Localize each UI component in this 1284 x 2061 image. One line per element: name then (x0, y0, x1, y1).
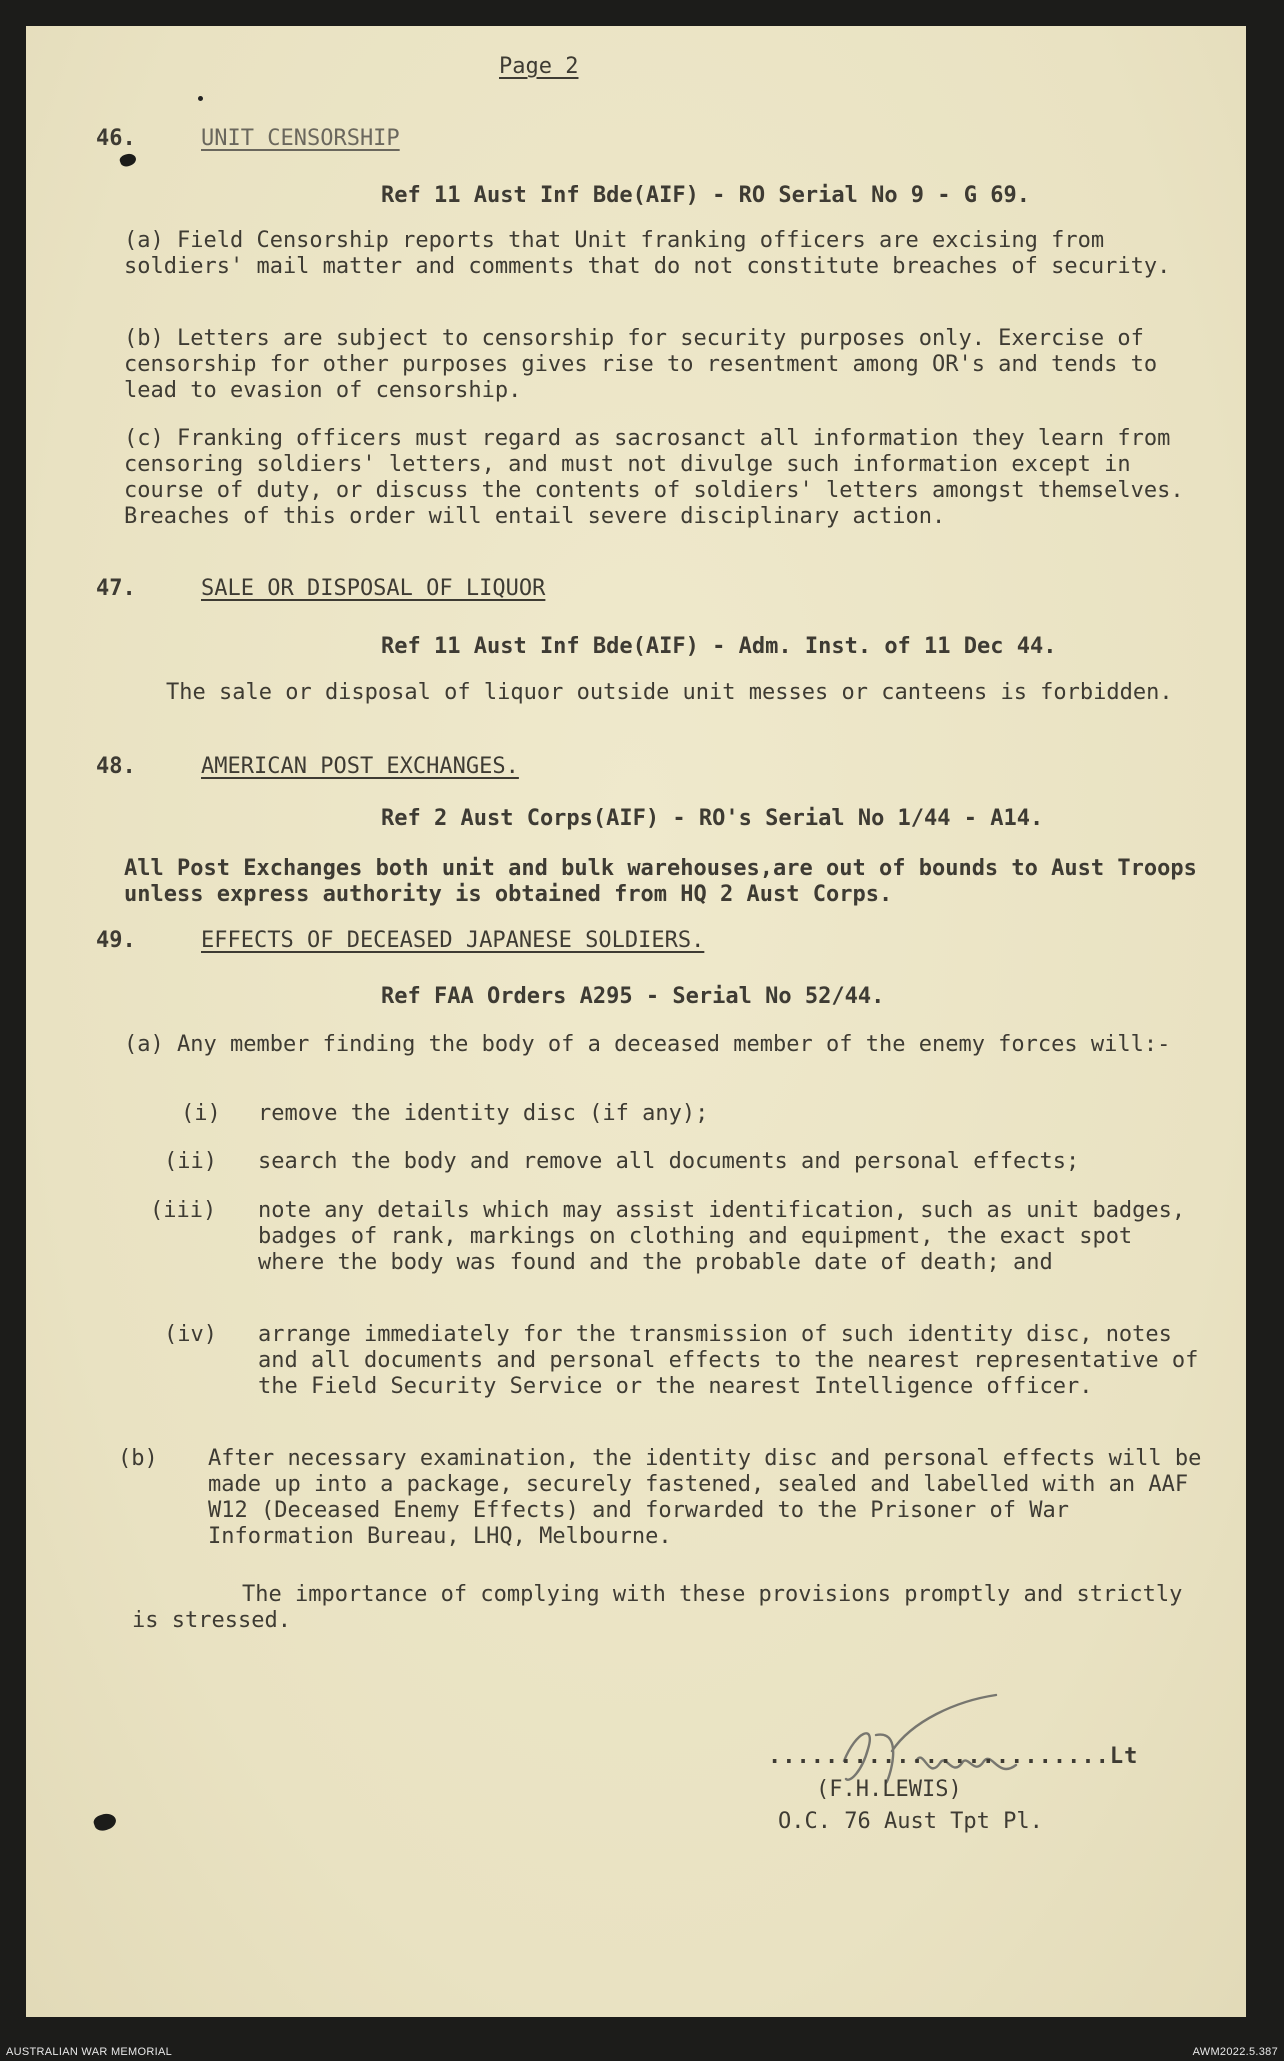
item-49-para-b-label: (b) (118, 1446, 158, 1471)
item-47-para: The sale or disposal of liquor outside unit messes or canteens is forbidden. (166, 680, 1173, 705)
ink-speck (198, 96, 203, 101)
subitem-text: remove the identity disc (if any); (258, 1101, 709, 1126)
item-48-number: 48. (96, 754, 136, 779)
subitem-text: note any details which may assist identification, such as unit badges, badges of rank, markings on clothing and equipment, the exact spot where the body was found and the probable date of death; and (258, 1198, 1186, 1275)
item-46-para-b: (b) Letters are subject to censorship for security purposes only. Exercise of censorship for other purposes gives rise to resentment among OR's and tends to lead to evasion of censorship. (124, 326, 1158, 403)
footer-right: AWM2022.5.387 (1192, 2046, 1278, 2058)
punch-hole (92, 1811, 118, 1834)
item-46-para-a: (a) Field Censorship reports that Unit franking officers are excising from soldiers' mail matter and comments that do not constitute breaches of security. (124, 228, 1171, 279)
subitem-label: (ii) (164, 1149, 217, 1174)
item-48-para: All Post Exchanges both unit and bulk warehouses,are out of bounds to Aust Troops unless express authority is obtained from HQ 2 Aust Corps. (124, 856, 1197, 907)
subitem-label: (iv) (164, 1322, 217, 1347)
page-label: Page 2 (499, 54, 579, 79)
item-47-number: 47. (96, 576, 136, 601)
item-49-closing: The importance of complying with these provisions promptly and strictly is stressed. (132, 1582, 1183, 1633)
item-49-ref: Ref FAA Orders A295 - Serial No 52/44. (381, 984, 885, 1009)
subitem-label: (i) (181, 1101, 221, 1126)
signatory-name: (F.H.LEWIS) (816, 1777, 962, 1802)
item-46-number: 46. (96, 126, 136, 151)
subitem-text: search the body and remove all documents and personal effects; (258, 1149, 1080, 1174)
item-49-intro: (a) Any member finding the body of a deceased member of the enemy forces will:- (124, 1032, 1171, 1057)
item-47-heading: SALE OR DISPOSAL OF LIQUOR (201, 576, 546, 601)
item-48-heading: AMERICAN POST EXCHANGES. (201, 754, 519, 779)
item-46-ref: Ref 11 Aust Inf Bde(AIF) - RO Serial No 9 - G 69. (381, 183, 1031, 208)
item-47-ref: Ref 11 Aust Inf Bde(AIF) - Adm. Inst. of 11 Dec 44. (381, 634, 1057, 659)
item-48-ref: Ref 2 Aust Corps(AIF) - RO's Serial No 1/44 - A14. (381, 806, 1044, 831)
punch-hole (118, 152, 137, 169)
subitem-label: (iii) (150, 1198, 217, 1223)
signature-line: ........................Lt (768, 1744, 1139, 1769)
item-49-heading: EFFECTS OF DECEASED JAPANESE SOLDIERS. (201, 928, 705, 953)
item-49-para-b: After necessary examination, the identity disc and personal effects will be made up into a package, securely fastened, sealed and labelled with an AAF W12 (Deceased Enemy Effects) and forwarded to the Prisoner of War Information Bureau, LHQ, Melbourne. (208, 1446, 1202, 1549)
item-46-heading: UNIT CENSORSHIP (201, 126, 400, 151)
document-page (26, 26, 1246, 2017)
signatory-title: O.C. 76 Aust Tpt Pl. (778, 1809, 1043, 1834)
subitem-text: arrange immediately for the transmission of such identity disc, notes and all documents and personal effects to the nearest representative of the Field Security Service or the nearest Intelligence officer. (258, 1322, 1199, 1399)
item-46-para-c: (c) Franking officers must regard as sacrosanct all information they learn from censoring soldiers' letters, and must not divulge such information except in course of duty, or discuss the contents of soldiers' letters amongst themselves. Breaches of this order will entail severe disciplinary action. (124, 426, 1184, 529)
footer-left: AUSTRALIAN WAR MEMORIAL (6, 2046, 173, 2058)
item-49-number: 49. (96, 928, 136, 953)
